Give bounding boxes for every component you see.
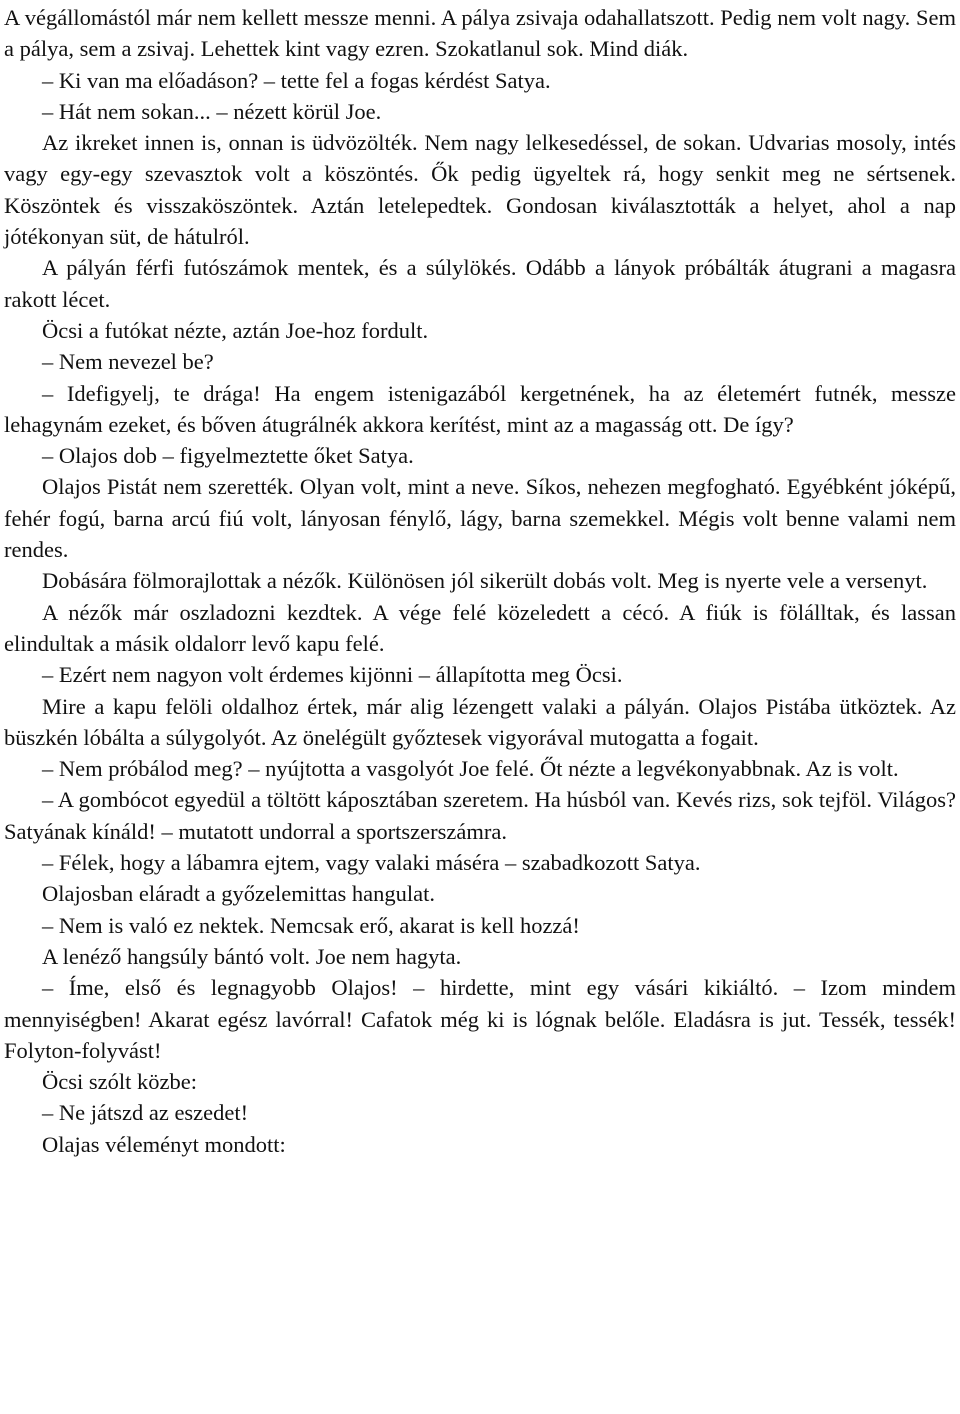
paragraph: – A gombócot egyedül a töltött káposztában szeretem. Ha húsból van. Kevés rizs, sok tejföl. Világos? Satyának kínáld! – mutatott undorral a sportszerszámra.	[4, 787, 956, 844]
paragraph: A nézők már oszladozni kezdtek. A vége felé közeledett a cécó. A fiúk is fölálltak, és lassan elindultak a másik oldalorr levő kapu felé.	[4, 599, 956, 656]
paragraph: – Ne játszd az eszedet!	[42, 1100, 249, 1126]
paragraph: – Nem próbálod meg? – nyújtotta a vasgolyót Joe felé. Őt nézte a legvékonyabbnak. Az is volt.	[42, 756, 899, 782]
paragraph: Az ikreket innen is, onnan is üdvözölték. Nem nagy lelkesedéssel, de sokan. Udvarias mosoly, intés vagy egy-egy szevasztok volt a köszöntés. Ők pedig ügyeltek rá, hogy senkit meg ne sértsenek. Köszöntek és visszaköszöntek. Aztán letelepedtek. Gondosan kiválasztották a helyet, ahol a nap jótékonyan süt, de hátulról.	[4, 130, 956, 250]
paragraph: Olajosban eláradt a győzelemittas hangulat.	[42, 881, 435, 907]
paragraph: – Idefigyelj, te drága! Ha engem istenigazából kergetnének, ha az életemért futnék, messze lehagynám ezeket, és bőven átugrálnék akkora kerítést, mint az a magasság ott. De így?	[4, 380, 956, 437]
paragraph: – Nem is való ez nektek. Nemcsak erő, akarat is kell hozzá!	[42, 912, 580, 938]
paragraph: Olajos Pistát nem szerették. Olyan volt, mint a neve. Síkos, nehezen megfogható. Egyébként jóképű, fehér fogú, barna arcú fiú volt, lányosan fénylő, lágy, barna szemekkel. Mégis volt benne valami nem rendes.	[4, 474, 956, 563]
paragraph: – Félek, hogy a lábamra ejtem, vagy valaki máséra – szabadkozott Satya.	[42, 850, 701, 876]
paragraph: – Hát nem sokan... – nézett körül Joe.	[42, 98, 382, 124]
paragraph: – Ki van ma előadáson? – tette fel a fogas kérdést Satya.	[42, 67, 551, 93]
paragraph: Öcsi a futókat nézte, aztán Joe-hoz fordult.	[42, 317, 429, 343]
paragraph: A pályán férfi futószámok mentek, és a súlylökés. Odább a lányok próbálták átugrani a magasra rakott lécet.	[4, 255, 956, 312]
paragraph: Mire a kapu felöli oldalhoz értek, már alig lézengett valaki a pályán. Olajos Pistába ütköztek. Az büszkén lóbálta a súlygolyót. Az önelégült győztesek vigyorával mutogatta a fogait.	[4, 693, 956, 750]
paragraph: – Íme, első és legnagyobb Olajos! – hirdette, mint egy vásári kikiáltó. – Izom mindem mennyiségben! Akarat egész lavórral! Cafatok még ki is lógnak belőle. Eladásra is jut. Tessék, tessék! Folyton-folyvást!	[4, 975, 956, 1063]
paragraph: – Ezért nem nagyon volt érdemes kijönni – állapította meg Öcsi.	[42, 662, 623, 688]
paragraph: A lenéző hangsúly bántó volt. Joe nem hagyta.	[42, 943, 462, 969]
paragraph: – Nem nevezel be?	[42, 349, 214, 375]
paragraph: A végállomástól már nem kellett messze menni. A pálya zsivaja odahallatszott. Pedig nem volt nagy. Sem a pálya, sem a zsivaj. Lehettek kint vagy ezren. Szokatlanul sok. Mind diák.	[4, 5, 956, 62]
paragraph: Öcsi szólt közbe:	[42, 1069, 197, 1095]
paragraph: Dobására fölmorajlottak a nézők. Különösen jól sikerült dobás volt. Meg is nyerte vele a versenyt.	[42, 568, 928, 594]
paragraph: Olajas véleményt mondott:	[42, 1131, 286, 1157]
paragraph: – Olajos dob – figyelmeztette őket Satya.	[42, 443, 414, 469]
